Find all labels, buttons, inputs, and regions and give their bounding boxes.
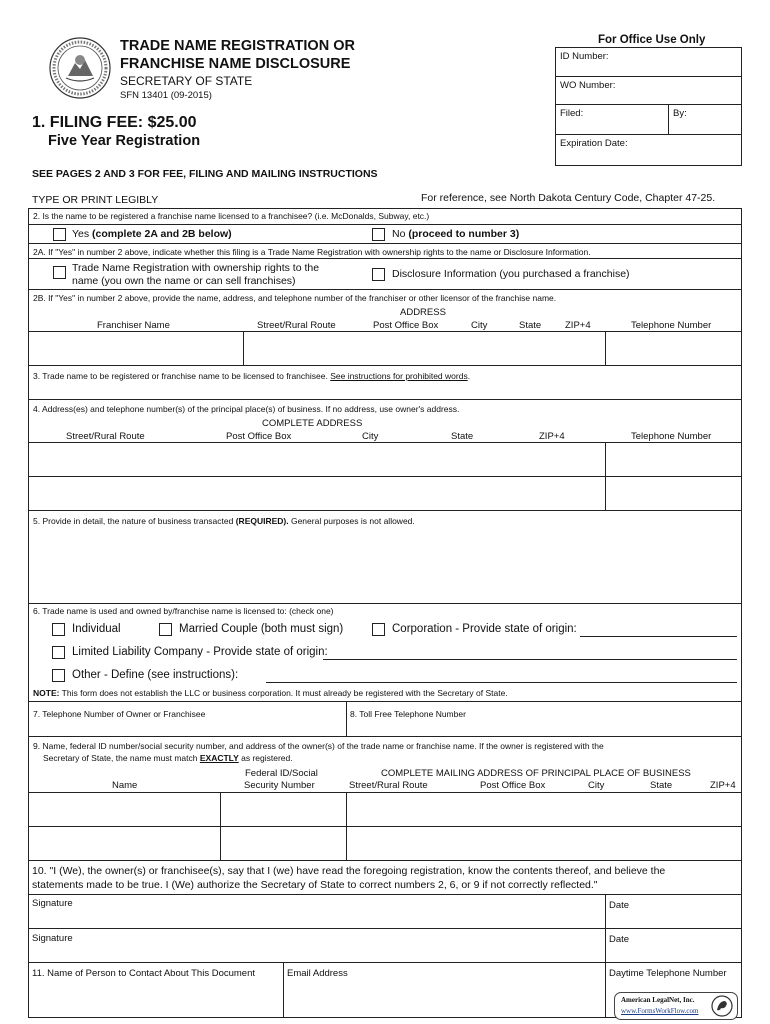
signature-input-1[interactable]	[29, 910, 604, 927]
q5-business-nature-input[interactable]	[29, 530, 741, 602]
q6-label: 6. Trade name is used and owned by/franchise name is licensed to: (check one)	[33, 606, 334, 616]
q9-label-line2: Secretary of State, the name must match EXACTLY as registered.	[43, 753, 293, 763]
expiration-date-field: Expiration Date:	[560, 138, 628, 149]
reference-note: For reference, see North Dakota Century Code, Chapter 47-25.	[421, 192, 716, 204]
q2b-col-city: City	[471, 320, 488, 331]
q2-no-label: No (proceed to number 3)	[392, 228, 520, 240]
vendor-logo-icon	[711, 995, 733, 1017]
email-label: Email Address	[287, 968, 348, 979]
q9-col-street: Street/Rural Route	[349, 780, 428, 791]
q9-col-name: Name	[112, 780, 138, 791]
filing-fee: 1. FILING FEE: $25.00	[32, 114, 197, 131]
q2-no-checkbox[interactable]	[372, 228, 385, 241]
q2-question: 2. Is the name to be registered a franchise name licensed to a franchisee? (i.e. McDonalds, Subway, etc.)	[33, 211, 430, 221]
q9-col-pobox: Post Office Box	[480, 780, 546, 791]
form-title-line2: FRANCHISE NAME DISCLOSURE	[120, 56, 351, 72]
email-input[interactable]	[284, 982, 604, 1017]
by-field: By:	[673, 108, 687, 119]
q6-other-checkbox[interactable]	[52, 669, 65, 682]
q4-address-input-1[interactable]	[29, 443, 604, 475]
q2b-address-input[interactable]	[244, 332, 604, 364]
q6-individual-label: Individual	[72, 623, 121, 635]
q10-statement-line2: statements made to be true. I (We) authorize the Secretary of State to correct numbers 2, 6, or 9 if not correctly reflected."	[32, 879, 598, 891]
q4-col-phone: Telephone Number	[631, 431, 712, 442]
q2-yes-label: Yes (complete 2A and 2B below)	[72, 228, 232, 240]
q9-col-city: City	[588, 780, 605, 791]
date-label-1: Date	[609, 900, 630, 911]
date-input-2[interactable]	[640, 929, 741, 961]
type-or-print: TYPE OR PRINT LEGIBLY	[32, 194, 159, 206]
q6-llc-label: Limited Liability Company - Provide state of origin:	[72, 646, 328, 658]
q2-yes-checkbox[interactable]	[53, 228, 66, 241]
daytime-phone-label: Daytime Telephone Number	[609, 968, 727, 979]
q9-col-zip: ZIP+4	[710, 780, 736, 791]
state-seal-icon	[48, 36, 112, 100]
q9-address-input-1[interactable]	[347, 793, 741, 825]
q2b-phone-input[interactable]	[606, 332, 741, 364]
q6-corporation-state-input[interactable]	[580, 636, 737, 637]
q3-trade-name-input[interactable]	[29, 384, 741, 398]
q2b-col-zip: ZIP+4	[565, 320, 591, 331]
q9-label-line1: 9. Name, federal ID number/social security number, and address of the owner(s) of the trade name or franchise name. If the owner is registered with the	[33, 741, 604, 751]
q9-fedid-line2: Security Number	[244, 780, 315, 791]
q8-toll-free-input[interactable]	[347, 721, 741, 735]
wo-number-field: WO Number:	[560, 80, 616, 91]
q2b-franchiser-name-input[interactable]	[29, 332, 242, 364]
q4-address-input-2[interactable]	[29, 477, 604, 509]
q4-phone-input-1[interactable]	[606, 443, 741, 475]
date-label-2: Date	[609, 934, 630, 945]
q6-corporation-checkbox[interactable]	[372, 623, 385, 636]
q6-married-label: Married Couple (both must sign)	[179, 623, 344, 635]
q6-other-define-input[interactable]	[266, 682, 737, 683]
agency-name: SECRETARY OF STATE	[120, 74, 253, 88]
date-input-1[interactable]	[640, 895, 741, 927]
q2a-trade-name-checkbox[interactable]	[53, 266, 66, 279]
q9-col-state: State	[650, 780, 673, 791]
q2b-col-street: Street/Rural Route	[257, 320, 336, 331]
signature-input-2[interactable]	[29, 945, 604, 961]
q2a-disclosure-label: Disclosure Information (you purchased a franchise)	[392, 268, 630, 280]
q8-label: 8. Toll Free Telephone Number	[350, 709, 466, 719]
q6-individual-checkbox[interactable]	[52, 623, 65, 636]
q7-label: 7. Telephone Number of Owner or Franchisee	[33, 709, 206, 719]
q9-fedid-input-1[interactable]	[221, 793, 345, 825]
q2b-col-state: State	[519, 320, 542, 331]
q5-label: 5. Provide in detail, the nature of business transacted (REQUIRED). General purposes is not allowed.	[33, 516, 415, 526]
q2b-col-pobox: Post Office Box	[373, 320, 439, 331]
q6-llc-state-input[interactable]	[323, 659, 737, 660]
id-number-field: ID Number:	[560, 51, 609, 62]
q2a-disclosure-checkbox[interactable]	[372, 268, 385, 281]
q6-corporation-label: Corporation - Provide state of origin:	[392, 623, 577, 635]
q9-owner-name-input-1[interactable]	[29, 793, 219, 825]
q11-contact-input[interactable]	[29, 982, 282, 1017]
form-title-line1: TRADE NAME REGISTRATION OR	[120, 38, 355, 54]
q2b-question: 2B. If "Yes" in number 2 above, provide the name, address, and telephone number of the franchiser or other licensor of the franchise name.	[33, 293, 557, 303]
q2a-question: 2A. If "Yes" in number 2 above, indicate whether this filing is a Trade Name Registration with ownership rights to the name or Disclosure Information.	[33, 247, 591, 257]
q9-address-input-2[interactable]	[347, 827, 741, 859]
q4-label: 4. Address(es) and telephone number(s) of the principal place(s) of business. If no address, use owner's address.	[33, 404, 460, 414]
signature-label-2: Signature	[32, 933, 73, 944]
q2b-col-franchiser: Franchiser Name	[97, 320, 170, 331]
q9-owner-name-input-2[interactable]	[29, 827, 219, 859]
registration-term: Five Year Registration	[48, 133, 201, 149]
q6-other-label: Other - Define (see instructions):	[72, 669, 239, 681]
q3-label: 3. Trade name to be registered or franchise name to be licensed to franchisee. See instructions for prohibited words.	[33, 371, 471, 381]
form-number: SFN 13401 (09-2015)	[120, 90, 212, 101]
q4-col-pobox: Post Office Box	[226, 431, 292, 442]
q2a-trade-name-line1: Trade Name Registration with ownership rights to the	[72, 262, 320, 274]
prohibited-words-link[interactable]: See instructions for prohibited words	[330, 371, 468, 381]
q4-col-city: City	[362, 431, 379, 442]
q9-address-header: COMPLETE MAILING ADDRESS OF PRINCIPAL PLACE OF BUSINESS	[381, 768, 691, 779]
q11-contact-label: 11. Name of Person to Contact About This Document	[32, 968, 256, 979]
q6-llc-checkbox[interactable]	[52, 646, 65, 659]
filed-field: Filed:	[560, 108, 584, 119]
office-use-title: For Office Use Only	[598, 34, 706, 46]
q4-col-state: State	[451, 431, 474, 442]
signature-label-1: Signature	[32, 898, 73, 909]
q6-note: NOTE: This form does not establish the LLC or business corporation. It must already be registered with the Secretary of State.	[33, 688, 508, 698]
instructions-note: SEE PAGES 2 AND 3 FOR FEE, FILING AND MAILING INSTRUCTIONS	[32, 168, 378, 180]
q10-statement-line1: 10. "I (We), the owner(s) or franchisee(s), say that I (we) have read the foregoing registration, know the contents thereof, and believe the	[32, 865, 666, 877]
q4-address-header: COMPLETE ADDRESS	[262, 418, 363, 429]
q2b-address-header: ADDRESS	[400, 307, 446, 318]
q9-fedid-line1: Federal ID/Social	[245, 768, 318, 779]
vendor-url-link[interactable]: www.FormsWorkFlow.com	[621, 1007, 699, 1015]
vendor-name: American LegalNet, Inc.	[621, 996, 695, 1004]
q6-married-checkbox[interactable]	[159, 623, 172, 636]
daytime-phone-input[interactable]	[606, 982, 741, 992]
q4-phone-input-2[interactable]	[606, 477, 741, 509]
q2a-trade-name-line2: name (you own the name or can sell franchises)	[72, 275, 296, 287]
q4-col-zip: ZIP+4	[539, 431, 565, 442]
q7-owner-phone-input[interactable]	[29, 721, 345, 735]
q9-fedid-input-2[interactable]	[221, 827, 345, 859]
q4-col-street: Street/Rural Route	[66, 431, 145, 442]
q2b-col-phone: Telephone Number	[631, 320, 712, 331]
